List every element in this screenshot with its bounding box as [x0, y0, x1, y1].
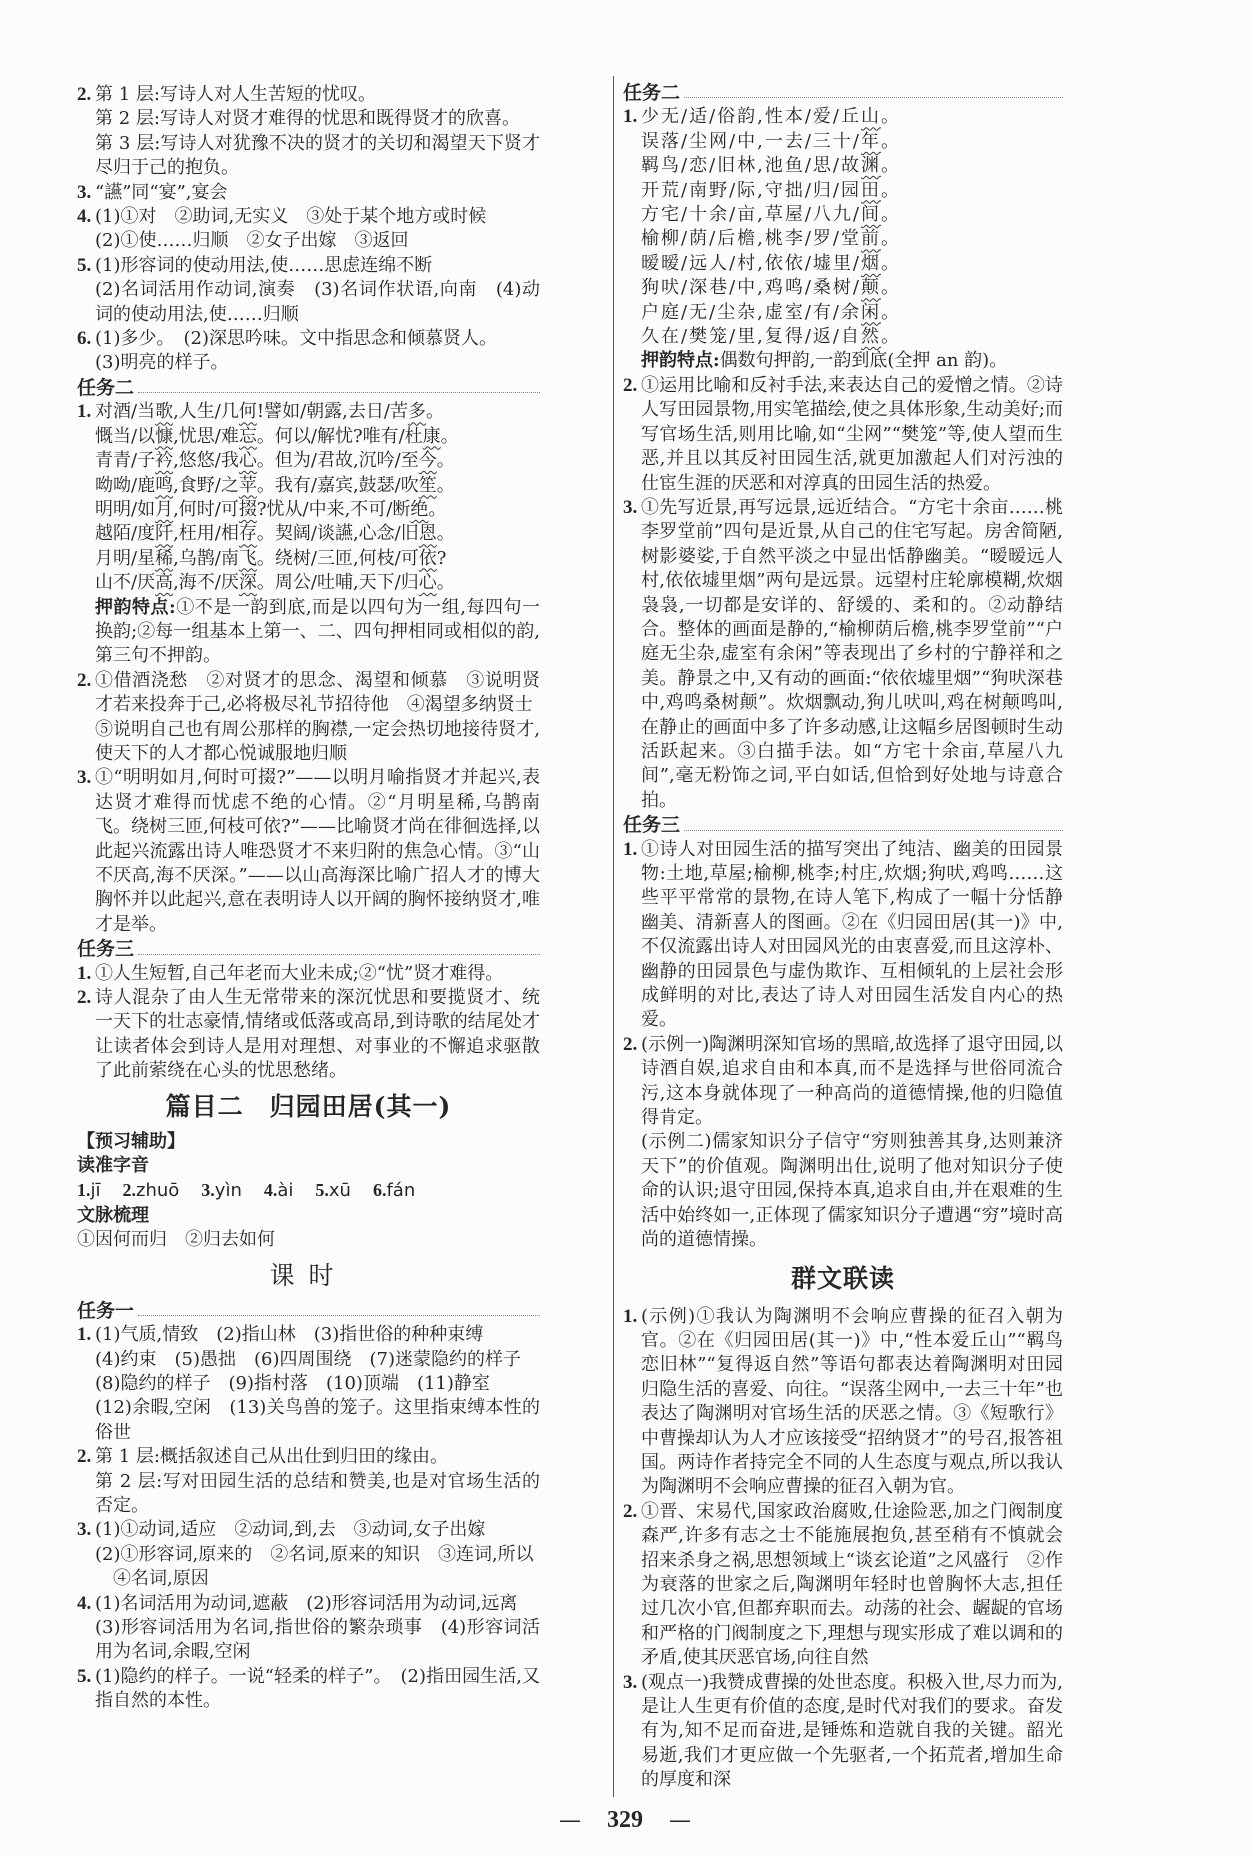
answer-item	[77, 181, 540, 205]
poem-text: !譬如/朝露,去日/苦	[256, 401, 408, 423]
poem-text: ,何时/可	[173, 498, 239, 520]
poem-text: ,海不/厌	[173, 572, 239, 594]
rhyme-char: 何	[238, 401, 257, 423]
poem-line	[641, 179, 1063, 203]
answer-number: 1.	[77, 1324, 92, 1346]
answer-number: 2.	[77, 1446, 92, 1468]
answer-number: 3.	[201, 1180, 215, 1201]
poem-text: 方宅/十余/亩,草屋/八九/	[641, 204, 861, 226]
answer-text: (2)①使……归顺 ②女子出嫁 ③返回	[95, 230, 409, 252]
left-column	[77, 83, 540, 1714]
answer-text: 诗人混杂了由人生无常带来的深沉忧思和要揽贤才、统一天下的壮志豪情,情绪或低落或高昂,到诗歌的结尾处才让读者体会到诗人是用对理想、对事业的不懈追求驱散了此前萦绕在心头的忧思愁绪。	[95, 987, 540, 1082]
answer-text: (3)明亮的样子。	[95, 352, 229, 374]
answer-number: 2.	[623, 1033, 638, 1055]
poem-text: 。	[880, 130, 901, 152]
answer-item	[623, 374, 1063, 496]
dotted-rule	[138, 392, 540, 393]
poem-text: 。	[880, 204, 901, 226]
poem-line	[641, 301, 1063, 325]
poem-text: ,食野/之	[173, 474, 239, 496]
answer-number: 2.	[77, 987, 92, 1009]
poem-text: 狗吠/深巷/中,鸡鸣/桑树/	[641, 277, 861, 299]
answer-number: 4.	[77, 1592, 92, 1614]
answer-item	[623, 496, 1063, 813]
rhyme-char: 山	[860, 106, 881, 128]
answer-text: ④名词,原因	[95, 1568, 209, 1590]
pinyin-answers	[77, 1178, 540, 1203]
answer-text: “讌”同“宴”,宴会	[95, 181, 228, 203]
poem-line	[95, 425, 540, 449]
answer-number: 2.	[77, 669, 92, 691]
poem-text: 。我有/嘉宾,鼓瑟/吹	[256, 474, 419, 496]
section-heading-label: 任务二	[77, 376, 135, 399]
answer-text: (示例一)陶渊明深知官场的黑暗,故选择了退守田园,以诗酒自娱,追求自由和本真,而不是选择与世俗同流合污,这本身就体现了一种高尚的道德情操,他的归隐值得肯定。	[641, 1033, 1063, 1129]
pinyin-answer: fán	[386, 1180, 416, 1202]
poem-text: ?忧从/中来,不可/断	[256, 498, 411, 520]
poem-text: 久在/樊笼/里,复得/返/自	[641, 326, 861, 348]
poem-text: 明明/如	[95, 498, 156, 520]
rhyme-char: 鸣	[155, 474, 174, 496]
rhyme-char: 歌	[155, 401, 174, 423]
rhyme-char: 闲	[860, 301, 881, 323]
answer-number: 5.	[77, 1665, 92, 1687]
answer-text: 第 1 层:写诗人对人生苦短的忧叹。	[95, 84, 376, 105]
poem-text: 。周公/吐哺,天下/归	[256, 572, 419, 594]
rhyme-char: 绝	[410, 498, 429, 520]
rhyme-char: 深	[238, 572, 257, 594]
answer-item	[77, 986, 540, 1084]
rhyme-char: 稀	[155, 547, 174, 569]
answer-text: ⑤说明自己也有周公那样的胸襟,一定会热切地接待贤才,使天下的人才都心悦诚服地归顺	[95, 718, 540, 764]
rhyme-note-text: ①不是一韵到底,而是以四句为一组,每四句一换韵;②每一组基本上第一、二、四句押相同或相似的韵,第三句不押韵。	[95, 596, 540, 667]
section-heading	[623, 81, 1063, 105]
answer-text: ①运用比喻和反衬手法,来表达自己的爱憎之情。②诗人写田园景物,用实笔描绘,使之具体形象,生动美好;而写官场生活,则用比喻,如“尘网”“樊笼”等,使人望而生恶,并且以其反衬田园生活,就更加激起人们对污浊的仕宦生涯的厌恶和对淳真的田园生活的热爱。	[641, 374, 1063, 494]
answer-text: (1)多少。 (2)深思吟味。文中指思念和倾慕贤人。	[95, 328, 497, 350]
poem-line	[95, 449, 540, 473]
answer-number: 1.	[77, 962, 92, 984]
answer-item	[77, 327, 540, 376]
poem-text: 。	[880, 179, 901, 201]
answer-text: (12)余暇,空闲 (13)关鸟兽的笼子。这里指束缚本性的俗世	[95, 1397, 540, 1443]
poem-text: 榆柳/荫/后檐,桃李/罗/堂	[641, 228, 861, 250]
poem-text: 。	[880, 277, 901, 299]
rhyme-char: 渊	[860, 155, 881, 177]
poem-line	[641, 325, 1063, 349]
rhyme-char: 年	[860, 130, 881, 152]
answer-text: 第 1 层:概括叙述自己从出仕到归田的缘由。	[95, 1446, 448, 1468]
rhyme-char: 慷	[155, 425, 174, 447]
answer-item	[77, 205, 540, 254]
answer-number: 4.	[263, 1180, 278, 1201]
answer-number: 5.	[315, 1180, 329, 1201]
footer-dash-left: —	[559, 1808, 581, 1833]
poem-text: 。	[428, 498, 447, 520]
rhyme-note-text: 偶数句押韵,一韵到底(全押 an 韵)。	[719, 350, 1008, 372]
answer-text: (1)①对 ②助词,无实义 ③处于某个地方或时候	[95, 206, 487, 228]
answer-number: 3.	[77, 1519, 92, 1541]
rhyme-char: 依	[418, 547, 437, 569]
poem-text: 。契阔/谈讌,心念/旧	[256, 523, 419, 545]
answer-item	[77, 1323, 540, 1445]
answer-item	[623, 1500, 1063, 1671]
poem-text: 。	[436, 474, 455, 496]
answer-text: (观点一)我赞成曹操的处世态度。积极入世,尽力而为,是让人生更有价值的态度,是时代对我们的要求。奋发有为,知不足而奋进,是锤炼和造就自我的关键。韶光易逝,我们才更应做一个先驱者,一个拓荒者,增加生命的厚度和深	[641, 1671, 1063, 1791]
answer-item	[623, 1305, 1063, 1500]
poem-text: ,乌鹊/南	[173, 547, 239, 569]
answer-text: 第 2 层:写诗人对贤才难得的忧思和既得贤才的欣喜。	[95, 108, 520, 130]
poem-text: 。	[440, 425, 459, 447]
answer-item	[77, 669, 540, 767]
answer-text: ①诗人对田园生活的描写突出了纯洁、幽美的田园景物:土地,草屋;榆柳,桃李;村庄,炊烟;狗吠,鸡鸣……这些平平常常的景物,在诗人笔下,构成了一幅十分恬静幽美、清新喜人的图画。②在《归园田居(其一)》中,不仅流露出诗人对田园风光的由衷喜爱,而且这淳朴、幽静的田园景色与虚伪欺诈、互相倾轧的上层社会形成鲜明的对比,表达了诗人对田园生活发自内心的热爱。	[641, 838, 1063, 1031]
poem-text: ?	[436, 547, 447, 569]
answer-number: 2.	[77, 84, 92, 105]
section-heading	[623, 813, 1063, 837]
rhyme-char: 掇	[238, 498, 257, 520]
answer-number: 2.	[623, 1500, 638, 1522]
poem-text: 。	[436, 450, 455, 472]
poem-text: 。	[425, 401, 444, 423]
section-heading-label: 任务三	[77, 938, 135, 961]
answer-number: 1.	[623, 838, 638, 860]
pinyin-answer: jī	[90, 1180, 101, 1202]
answer-text: (示例二)儒家知识分子信守“穷则独善其身,达则兼济天下”的价值观。陶渊明出仕,说明了他对知识分子使命的认识;退守田园,保持本真,追求自由,并在艰难的生活中始终如一,正体现了儒家知识分子遭遇“穷”境时高尚的道德情操。	[641, 1131, 1063, 1251]
rhyme-char: 飞	[238, 547, 257, 569]
poem-text: 误落/尘网/中,一去/三十/	[641, 130, 861, 152]
answer-number: 5.	[77, 254, 92, 276]
rhyme-char: 康	[422, 425, 441, 447]
rhyme-char: 今	[418, 450, 437, 472]
poem-text: ,枉用/相	[173, 523, 239, 545]
answer-item	[77, 1665, 540, 1714]
poem-text: 。何以/解忧?唯有/杜	[256, 425, 423, 447]
rhyme-char: 心	[238, 450, 257, 472]
rhyme-note	[641, 349, 1063, 373]
poem-text: 。	[880, 228, 901, 250]
poem-line	[641, 203, 1063, 227]
poem-text: ,人生/几	[173, 401, 239, 423]
chapter-title: 群文联读	[790, 1263, 895, 1293]
rhyme-char: 衿	[155, 450, 174, 472]
poem-text: 户庭/无/尘杂,虚室/有/余	[641, 301, 861, 323]
poem-text: 。但为/君故,沉吟/至	[256, 450, 419, 472]
poem-text: 月明/星	[95, 547, 156, 569]
rhyme-char: 苹	[238, 474, 257, 496]
poem-text: 。	[436, 572, 455, 594]
answer-text: (1)形容词的使动用法,使……思虑连绵不断	[95, 254, 433, 276]
rhyme-char: 颠	[860, 277, 881, 299]
answer-item	[77, 83, 540, 181]
answer-number: 1.	[77, 401, 92, 423]
poem-text: 。	[436, 523, 455, 545]
answer-item	[77, 962, 540, 986]
answer-number: 3.	[77, 181, 92, 203]
poem-line	[95, 547, 540, 571]
rhyme-note	[95, 596, 540, 669]
poem-text: 。	[880, 252, 901, 274]
answer-text: (2)名词活用作动词,演奏 (3)名词作状语,向南 (4)动词的使动用法,使……归顺	[95, 279, 540, 325]
answer-number: 1.	[77, 1180, 91, 1201]
poem-answer	[77, 400, 540, 668]
rhyme-char: 心	[418, 572, 437, 594]
rhyme-char: 田	[860, 179, 881, 201]
poem-line	[95, 400, 540, 424]
rhyme-char: 恩	[418, 523, 437, 545]
chapter-title: 课时	[269, 1260, 348, 1290]
answer-text: 第 2 层:写对田园生活的总结和赞美,也是对官场生活的否定。	[95, 1470, 540, 1516]
poem-line	[641, 105, 1063, 129]
answer-number: 2.	[122, 1180, 137, 1201]
answer-number: 1.	[623, 1305, 638, 1327]
answer-number: 1.	[623, 106, 638, 128]
text-line: ①因何而归 ②归去如何	[77, 1229, 275, 1251]
poem-text: 。	[880, 106, 901, 128]
answer-text: ①借酒浇愁 ②对贤才的思念、渴望和倾慕 ③说明贤才若来投奔于己,必将极尽礼节招待他 ④渴望多纳贤士	[95, 669, 540, 716]
answer-number: 4.	[77, 206, 92, 228]
poem-text: 少无/适/俗韵,性本/爱/丘	[641, 106, 861, 128]
rhyme-note-label: 押韵特点:	[641, 350, 720, 372]
poem-line	[95, 474, 540, 498]
answer-number: 6.	[77, 328, 92, 350]
poem-text: 。	[880, 326, 901, 348]
poem-line	[641, 276, 1063, 300]
poem-text: 呦呦/鹿	[95, 474, 156, 496]
answer-number: 3.	[623, 496, 638, 518]
right-column	[623, 81, 1063, 1793]
poem-line	[95, 498, 540, 522]
answer-text: (2)①形容词,原来的 ②名词,原来的知识 ③连词,所以	[95, 1543, 534, 1565]
pinyin-answer: xū	[328, 1180, 351, 1202]
answer-text: (1)①动词,适应 ②动词,到,去 ③动词,女子出嫁	[95, 1519, 486, 1541]
poem-line	[95, 571, 540, 595]
poem-text: ,悠悠/我	[173, 450, 239, 472]
answer-item	[623, 1033, 1063, 1253]
poem-text: 。	[880, 301, 901, 323]
poem-answer	[623, 105, 1063, 373]
answer-text: (1)隐约的样子。一说“轻柔的样子”。 (2)指田园生活,又指自然的本性。	[95, 1665, 540, 1712]
pinyin-answer: ài	[277, 1180, 294, 1202]
dotted-rule	[138, 954, 540, 955]
pinyin-answer: zhuō	[136, 1180, 180, 1202]
section-heading	[77, 1299, 540, 1323]
answer-text: (8)隐约的样子 (9)指村落 (10)顶端 (11)静室	[95, 1372, 490, 1394]
dotted-rule	[138, 1315, 540, 1316]
chapter-title: 篇目二 归园田居(其一)	[165, 1091, 452, 1121]
answer-text: (示例)①我认为陶渊明不会响应曹操的征召入朝为官。②在《归园田居(其一)》中,“性本爱丘山”“羁鸟恋旧林”“复得返自然”等语句都表达着陶渊明对田园归隐生活的喜爱、向往。“误落尘网中,一去三十年”也表达了陶渊明对官场生活的厌恶之情。③《短歌行》中曹操却认为人才应该接受“招纳贤才”的号召,报答祖国。两诗作者持完全不同的人生态度与观点,所以我认为陶渊明不会响应曹操的征召入朝为官。	[641, 1305, 1063, 1498]
rhyme-char: 多	[407, 401, 426, 423]
section-heading	[77, 937, 540, 961]
page-footer	[0, 1805, 1250, 1836]
poem-text: 青青/子	[95, 450, 156, 472]
section-heading	[77, 376, 540, 400]
answer-item	[77, 1592, 540, 1665]
poem-text: 山不/厌	[95, 572, 156, 594]
rhyme-char: 阡	[155, 523, 174, 545]
rhyme-char: 烟	[860, 252, 881, 274]
poem-text: 慨当/以	[95, 425, 156, 447]
answer-text: ①“明明如月,何时可掇?”——以明月喻指贤才并起兴,表达贤才难得而忧虑不绝的心情。②“月明星稀,乌鹊南飞。绕树三匝,何枝可依?”——比喻贤才尚在徘徊选择,以此起兴流露出诗人唯恐贤才不来归附的焦急心情。③“山不厌高,海不厌深。”——以山高海深比喻广招人才的博大胸怀并以此起兴,意在表明诗人以开阔的胸怀接纳贤才,唯才是举。	[95, 767, 540, 935]
answer-item	[77, 1518, 540, 1591]
rhyme-char: 间	[860, 204, 881, 226]
rhyme-note-label: 押韵特点:	[95, 596, 176, 618]
subsection-label: 文脉梳理	[77, 1204, 149, 1226]
pinyin-answer: yìn	[214, 1180, 242, 1202]
answer-text: (1)气质,情致 (2)指山林 (3)指世俗的种种束缚	[95, 1324, 484, 1346]
answer-text: ①晋、宋易代,国家政治腐败,仕途险恶,加之门阀制度森严,许多有志之士不能施展抱负,甚至稍有不慎就会招来杀身之祸,思想领域上“谈玄论道”之风盛行 ②作为衰落的世家之后,陶渊明年轻时也曾胸怀大志,担任过几次小官,但都弃职而去。动荡的社会、龌龊的官场和严格的门阀制度之下,理想与现实形成了难以调和的矛盾,使其厌恶官场,向往自然	[641, 1500, 1063, 1669]
poem-line	[641, 130, 1063, 154]
poem-text: 。绕树/三匝,何枝/可	[256, 547, 419, 569]
subsection-label: 【预习辅助】	[77, 1130, 185, 1152]
poem-text: 越陌/度	[95, 523, 156, 545]
answer-number: 2.	[623, 374, 638, 396]
section-heading-label: 任务三	[623, 814, 681, 837]
rhyme-char: 笙	[418, 474, 437, 496]
column-divider	[613, 76, 614, 1797]
poem-text: 暧暧/远人/村,依依/墟里/	[641, 252, 861, 274]
poem-line	[641, 227, 1063, 251]
poem-text: 开荒/南野/际,守拙/归/园	[641, 179, 861, 201]
rhyme-char: 忘	[238, 425, 257, 447]
page-number: 329	[607, 1807, 643, 1833]
answer-text: (4)约束 (5)愚拙 (6)四周围绕 (7)迷蒙隐约的样子	[95, 1348, 521, 1370]
poem-line	[641, 252, 1063, 276]
answer-text: ①先写近景,再写远景,远近结合。“方宅十余亩……桃李罗堂前”四句是近景,从自己的住宅写起。房舍简陋,树影婆娑,于自然平淡之中显出恬静幽美。“暧暧远人村,依依墟里烟”两句是远景。远望村庄轮廓模糊,炊烟袅袅,一切都是安详的、舒缓的、柔和的。②动静结合。整体的画面是静的,“榆柳荫后檐,桃李罗堂前”“户庭无尘杂,虚室有余闲”等表现出了乡村的宁静祥和之美。静景之中,又有动的画面:“依依墟里烟”“狗吠深巷中,鸡鸣桑树颠”。炊烟飘动,狗儿吠叫,鸡在树颠鸣叫,在静止的画面中多了许多动感,让这幅乡居图顿时生动活跃起来。③白描手法。如“方宅十余亩,草屋八九间”,毫无粉饰之词,平白如话,但恰到好处地与诗意合拍。	[641, 496, 1063, 811]
rhyme-char: 月	[155, 498, 174, 520]
answer-item	[77, 254, 540, 327]
dotted-rule	[684, 97, 1063, 98]
poem-text: 对酒/当	[95, 401, 156, 423]
answer-text: (3)形容词活用为名词,指世俗的繁杂琐事 (4)形容词活用为名词,余暇,空闲	[95, 1616, 540, 1663]
answer-number: 3.	[77, 767, 92, 789]
rhyme-char: 高	[155, 572, 174, 594]
dotted-rule	[684, 830, 1063, 831]
section-heading-label: 任务二	[623, 82, 681, 104]
answer-item	[77, 1445, 540, 1518]
answer-number: 3.	[623, 1671, 638, 1693]
answer-number: 6.	[372, 1180, 387, 1201]
answer-text: ①人生短暂,自己年老而大业未成;②“忧”贤才难得。	[95, 962, 504, 984]
rhyme-char: 存	[238, 523, 257, 545]
answer-item	[623, 838, 1063, 1033]
poem-text: 羁鸟/恋/旧林,池鱼/思/故	[641, 155, 861, 177]
answer-item	[77, 766, 540, 937]
answer-text: (1)名词活用为动词,遮蔽 (2)形容词活用为动词,远离	[95, 1592, 518, 1614]
footer-dash-right: —	[669, 1808, 691, 1833]
poem-line	[95, 522, 540, 546]
poem-line	[641, 154, 1063, 178]
subsection-label: 读准字音	[77, 1155, 149, 1177]
poem-text: 。	[880, 155, 901, 177]
answer-text: 第 3 层:写诗人对犹豫不决的贤才的关切和渴望天下贤才尽归于己的抱负。	[95, 132, 540, 179]
rhyme-char: 前	[860, 228, 881, 250]
rhyme-char: 然	[860, 326, 881, 348]
answer-item	[623, 1671, 1063, 1793]
poem-text: ,忧思/难	[173, 425, 239, 447]
section-heading-label: 任务一	[77, 1299, 135, 1322]
